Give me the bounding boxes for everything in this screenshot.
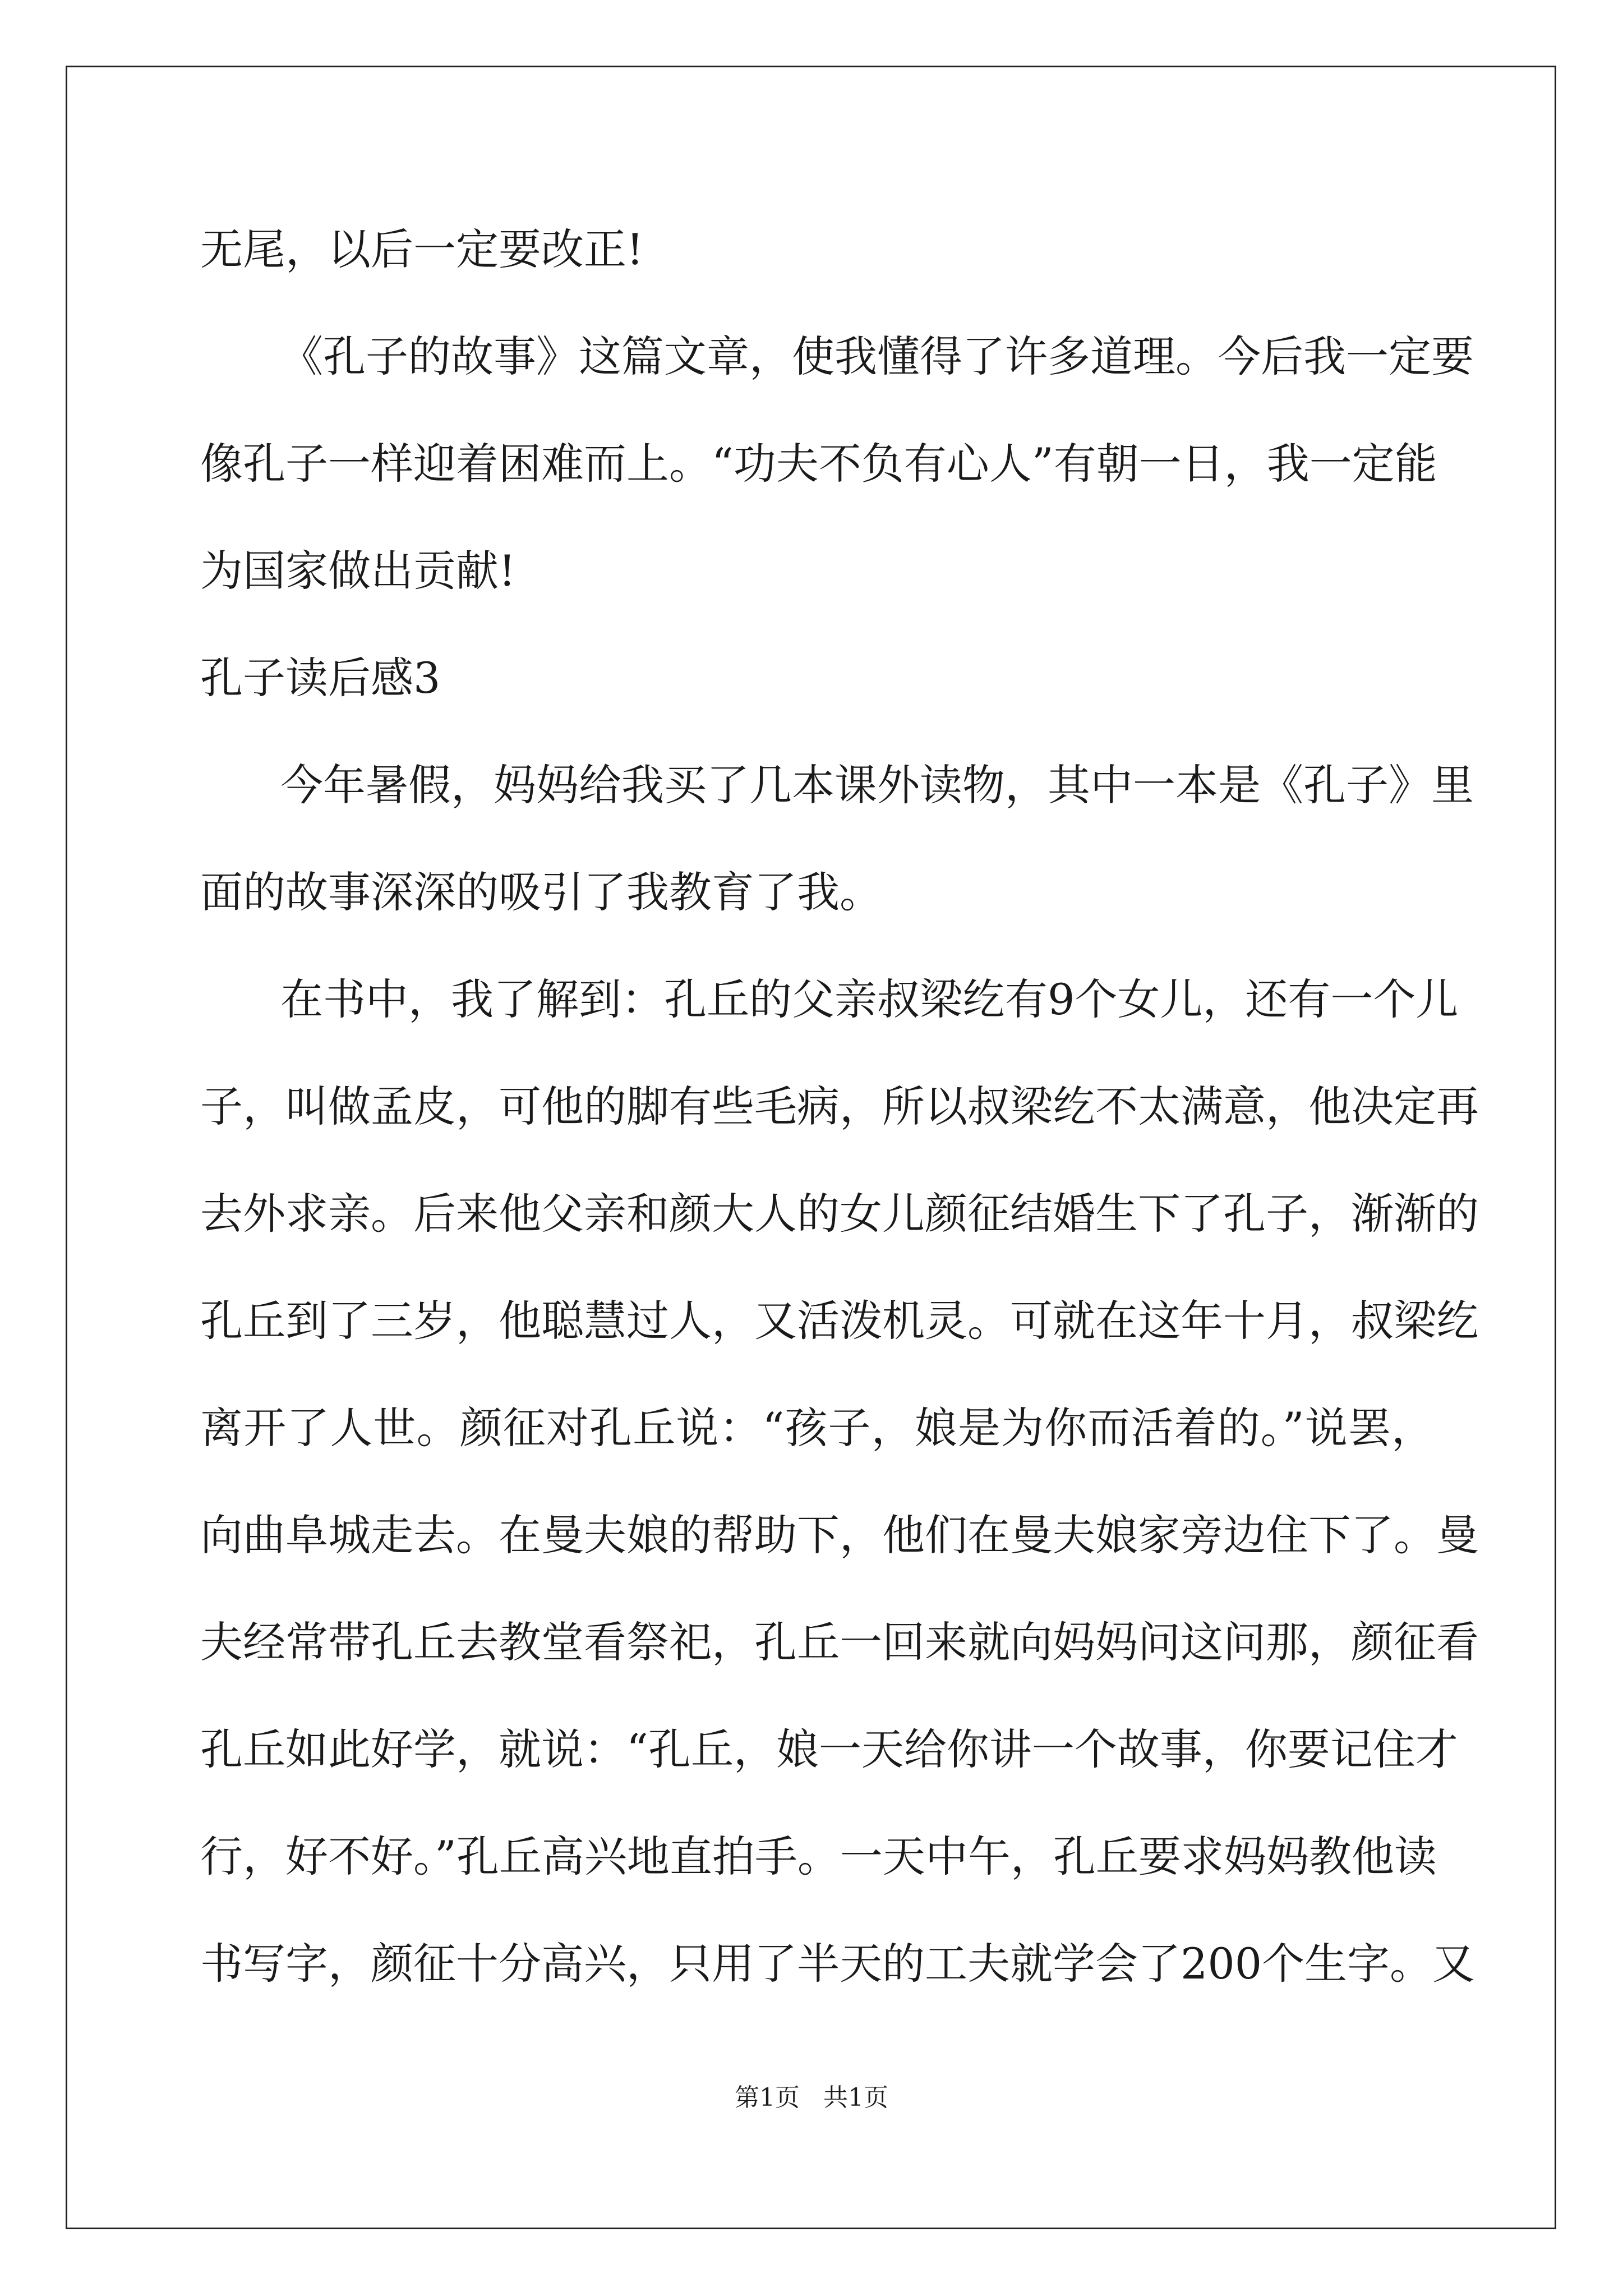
text-line: 面的故事深深的吸引了我教育了我。 — [200, 867, 882, 917]
page-border — [66, 66, 1556, 2229]
text-line: 为国家做出贡献! — [200, 546, 516, 596]
text-line: 孔丘如此好学，就说：“孔丘，娘一天给你讲一个故事，你要记住才 — [200, 1724, 1458, 1774]
text-line: 向曲阜城走去。在曼夫娘的帮助下，他们在曼夫娘家旁边住下了。曼 — [200, 1510, 1479, 1560]
text-line: 孔丘到了三岁，他聪慧过人，又活泼机灵。可就在这年十月，叔梁纥 — [200, 1296, 1479, 1346]
text-line: 像孔子一样迎着困难而上。“功夫不负有心人”有朝一日，我一定能 — [200, 439, 1437, 489]
text-line: 无尾，以后一定要改正! — [200, 224, 644, 274]
text-line: 夫经常带孔丘去教堂看祭祀，孔丘一回来就向妈妈问这问那，颜征看 — [200, 1617, 1479, 1667]
section-heading: 孔子读后感3 — [200, 653, 441, 703]
text-line: 在书中，我了解到：孔丘的父亲叔梁纥有9个女儿，还有一个儿 — [280, 974, 1459, 1024]
text-line: 去外求亲。后来他父亲和颜大人的女儿颜征结婚生下了孔子，渐渐的 — [200, 1189, 1479, 1239]
text-line: 今年暑假，妈妈给我买了几本课外读物，其中一本是《孔子》里 — [280, 760, 1474, 810]
text-line: 《孔子的故事》这篇文章，使我懂得了许多道理。今后我一定要 — [280, 332, 1474, 381]
text-line: 书写字，颜征十分高兴，只用了半天的工夫就学会了200个生字。又 — [200, 1939, 1476, 1989]
text-line: 行，好不好。”孔丘高兴地直拍手。一天中午，孔丘要求妈妈教他读 — [200, 1832, 1437, 1881]
text-line: 子，叫做孟皮，可他的脚有些毛病，所以叔梁纥不太满意，他决定再 — [200, 1082, 1479, 1131]
page-footer: 第1页 共1页 — [735, 2083, 888, 2112]
text-line: 离开了人世。颜征对孔丘说：“孩子，娘是为你而活着的。”说罢， — [200, 1403, 1434, 1453]
